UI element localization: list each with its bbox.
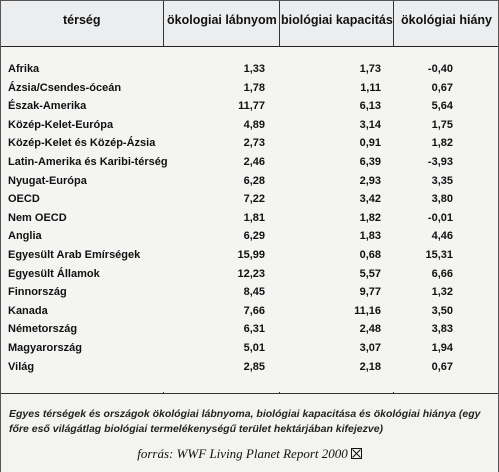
cell-deficit: 3,80 <box>431 193 453 206</box>
cell-footprint: 4,89 <box>243 118 265 131</box>
cell-deficit: 1,94 <box>431 342 453 354</box>
cell-deficit: -0,01 <box>427 211 453 224</box>
cell-region: Nyugat-Európa <box>8 174 87 187</box>
cell-deficit: 1,32 <box>431 286 453 299</box>
cell-region: Finnország <box>8 286 67 299</box>
cell-deficit: 3,35 <box>431 174 453 187</box>
cell-footprint: 6,29 <box>243 230 265 243</box>
cell-region: Anglia <box>8 230 42 243</box>
cell-footprint: 2,85 <box>243 360 265 373</box>
table-row <box>1 135 498 153</box>
cell-deficit: 0,67 <box>431 360 453 373</box>
table-row <box>1 228 498 246</box>
cell-biocapacity: 3,14 <box>359 118 381 131</box>
table-body <box>1 47 498 392</box>
cell-deficit: 3,50 <box>431 304 453 317</box>
cell-region: Ázsia/Csendes-óceán <box>8 81 122 94</box>
cell-region: Afrika <box>8 63 40 75</box>
cell-footprint: 7,66 <box>243 304 265 317</box>
table-row <box>1 247 498 265</box>
cell-biocapacity: 3,07 <box>359 342 381 354</box>
cell-biocapacity: 0,68 <box>359 249 381 261</box>
header-footprint: ökologiai lábnyom <box>167 13 277 27</box>
cell-region: Észak-Amerika <box>8 100 87 113</box>
table-row <box>1 154 498 172</box>
cell-biocapacity: 1,11 <box>360 81 381 94</box>
table-row <box>1 266 498 284</box>
caption-source-text: forrás: WWF Living Planet Report 2000 <box>137 446 348 461</box>
cell-region: Magyarország <box>8 342 82 354</box>
cell-footprint: 12,23 <box>237 267 265 280</box>
header-biocapacity: biológiai kapacitás <box>281 13 393 27</box>
cell-biocapacity: 1,83 <box>359 230 381 243</box>
table-row <box>1 80 498 98</box>
cell-region: Nem OECD <box>8 211 67 224</box>
cell-deficit: 1,75 <box>431 118 453 131</box>
cell-deficit: 5,64 <box>431 100 453 113</box>
cell-biocapacity: 1,73 <box>359 63 381 75</box>
cell-biocapacity: 2,18 <box>359 360 381 373</box>
cell-footprint: 6,31 <box>243 323 265 336</box>
cell-biocapacity: 0,91 <box>359 137 381 150</box>
header-deficit: ökológiai hiány <box>401 13 492 27</box>
caption-description: Egyes térségek és országok ökológiai lábnyoma, biológiai kapacitása és ökológiai hiánya (egy főre eső világátlag biológiai termelékenységű terület hektárjában kifejezve) <box>9 408 481 435</box>
table-row <box>1 210 498 228</box>
cell-biocapacity: 5,57 <box>359 267 381 280</box>
table-row <box>1 173 498 191</box>
table-row <box>1 98 498 116</box>
cell-footprint: 5,01 <box>243 342 265 354</box>
cell-deficit: 4,46 <box>431 230 453 243</box>
cell-deficit: 3,83 <box>431 323 453 336</box>
cell-biocapacity: 2,93 <box>359 174 381 187</box>
cell-biocapacity: 3,42 <box>359 193 381 206</box>
caption-source <box>1 446 498 462</box>
table-row <box>1 359 498 377</box>
table-header <box>1 1 498 47</box>
cell-footprint: 1,78 <box>243 81 265 94</box>
cell-region: Egyesült Államok <box>8 267 100 280</box>
cell-biocapacity: 9,77 <box>359 286 381 299</box>
cell-region: Egyesült Arab Emírségek <box>8 249 141 261</box>
cell-footprint: 7,22 <box>243 193 265 206</box>
table-row <box>1 61 498 79</box>
table-row <box>1 191 498 209</box>
table-row <box>1 117 498 135</box>
cell-deficit: -3,93 <box>427 156 453 168</box>
cell-region: Közép-Kelet-Európa <box>8 118 114 131</box>
cell-footprint: 11,77 <box>238 100 265 113</box>
cell-region: Kanada <box>8 304 48 317</box>
cell-region: Németország <box>8 323 78 336</box>
cell-deficit: 15,31 <box>425 249 453 261</box>
cell-footprint: 2,46 <box>243 156 265 168</box>
boxed-x-icon <box>351 448 362 459</box>
cell-footprint: 6,28 <box>243 174 265 187</box>
cell-biocapacity: 2,48 <box>359 323 381 336</box>
cell-region: OECD <box>8 193 40 206</box>
cell-biocapacity: 1,82 <box>359 211 381 224</box>
cell-biocapacity: 11,16 <box>354 304 381 317</box>
table-row <box>1 321 498 339</box>
cell-region: Világ <box>8 360 35 373</box>
table-row <box>1 340 498 358</box>
cell-footprint: 1,33 <box>243 63 265 75</box>
table-row <box>1 284 498 302</box>
cell-biocapacity: 6,13 <box>359 100 381 113</box>
header-region: térség <box>63 13 101 27</box>
cell-footprint: 8,45 <box>243 286 265 299</box>
cell-footprint: 15,99 <box>237 249 265 261</box>
cell-deficit: 1,82 <box>431 137 453 150</box>
cell-region: Közép-Kelet és Közép-Ázsia <box>8 137 156 150</box>
cell-deficit: -0,40 <box>427 63 453 75</box>
cell-region: Latin-Amerika és Karibi-térség <box>8 156 168 168</box>
cell-footprint: 1,81 <box>243 211 265 224</box>
cell-biocapacity: 6,39 <box>359 156 381 168</box>
table-row <box>1 303 498 321</box>
cell-footprint: 2,73 <box>243 137 265 150</box>
cell-deficit: 6,66 <box>431 267 453 280</box>
table-caption <box>1 393 498 472</box>
cell-deficit: 0,67 <box>431 81 453 94</box>
